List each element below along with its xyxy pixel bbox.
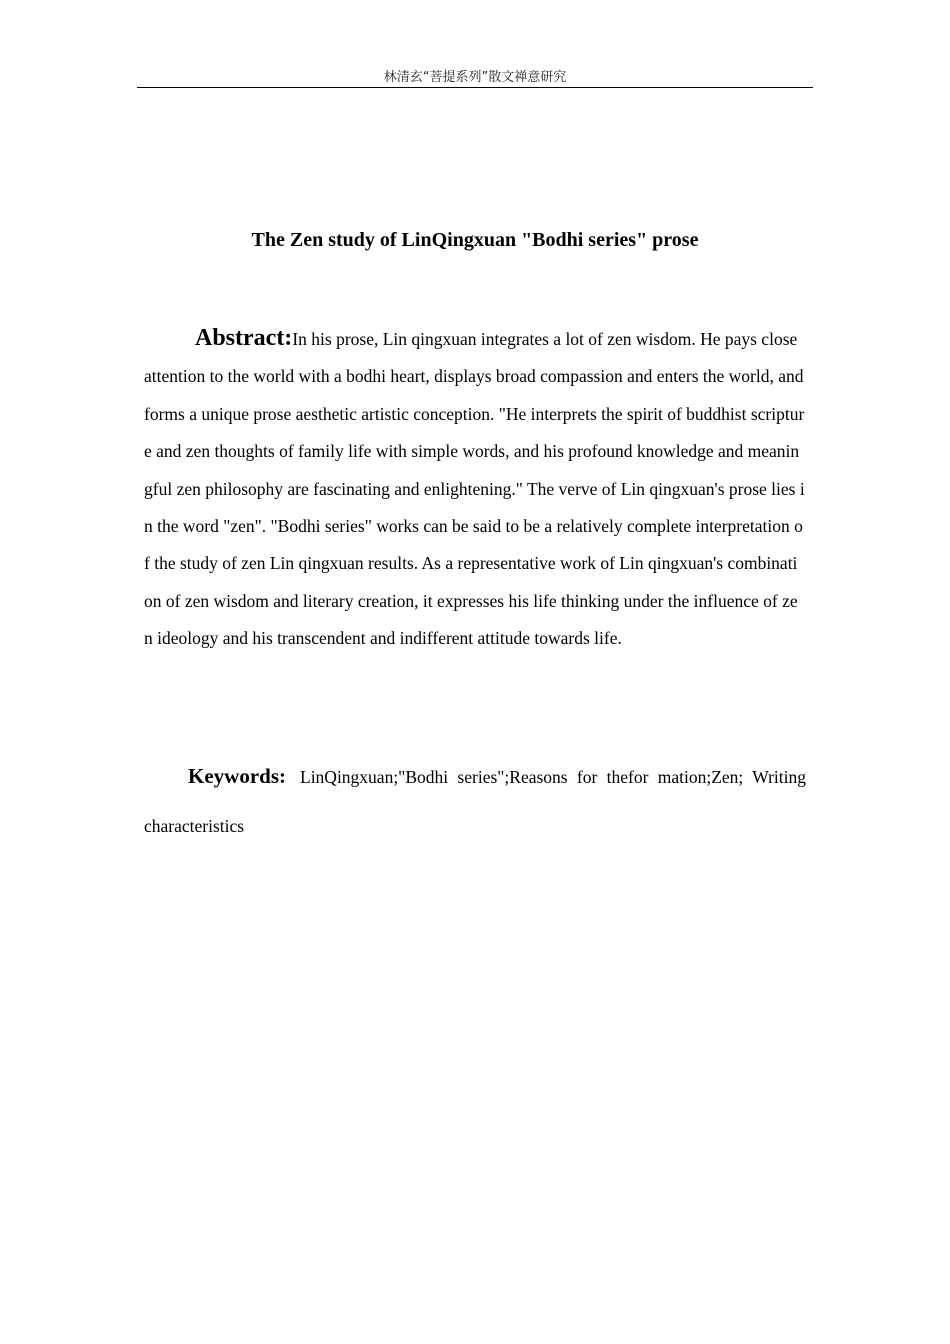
keywords-label: Keywords: <box>188 764 286 788</box>
abstract-label: Abstract: <box>195 325 293 351</box>
keywords-text: LinQingxuan;"Bodhi series";Reasons for thefor mation;Zen; Writing characteristics <box>144 767 806 836</box>
keywords-paragraph <box>144 752 806 851</box>
header-rule <box>137 87 813 88</box>
abstract-paragraph <box>144 320 806 658</box>
running-header: 林清玄“菩提系列”散文禅意研究 <box>383 70 567 85</box>
paper-title: The Zen study of LinQingxuan "Bodhi series" prose <box>251 229 699 251</box>
abstract-text: In his prose, Lin qingxuan integrates a lot of zen wisdom. He pays close attention to the world with a bodhi heart, displays broad compassion and enters the world, and forms a unique prose aesthetic artistic conception. "He interprets the spirit of buddhist scripture and zen thoughts of family life with simple words, and his profound knowledge and meaningful zen philosophy are fascinating and enlightening." The verve of Lin qingxuan's prose lies in the word "zen". "Bodhi series" works can be said to be a relatively complete interpretation of the study of zen Lin qingxuan results. As a representative work of Lin qingxuan's combination of zen wisdom and literary creation, it expresses his life thinking under the influence of zen ideology and his transcendent and indifferent attitude towards life. <box>144 329 805 649</box>
